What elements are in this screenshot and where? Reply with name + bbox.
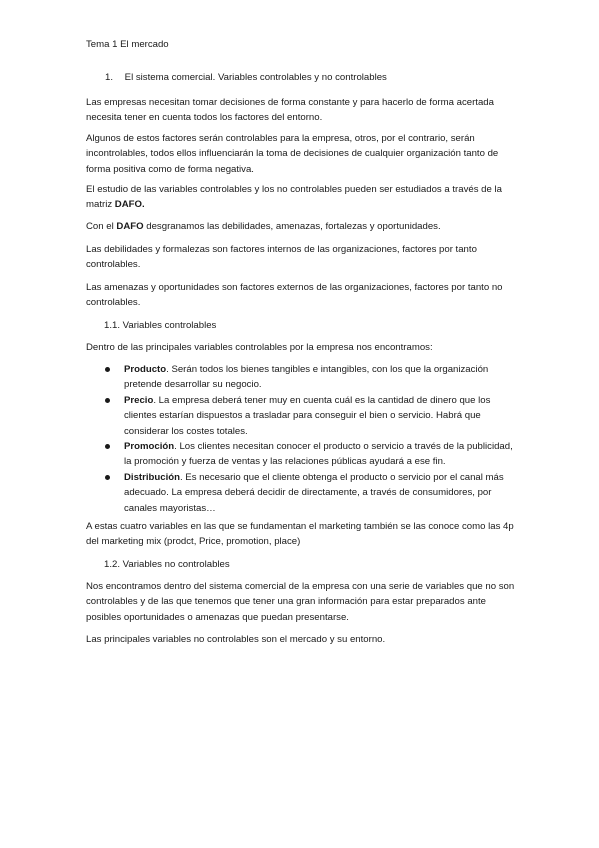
paragraph-uncontrollable: Nos encontramos dentro del sistema comercial de la empresa con una serie de variables que no son controlables y de las que tenemos que tener una gran información para estar preparados ante posibles oportunidades o amenazas que puedan presentarse. bbox=[86, 581, 515, 623]
bullet-icon bbox=[105, 367, 110, 372]
paragraph-controllable-intro: Dentro de las principales variables controlables por la empresa nos encontramos: bbox=[86, 342, 433, 353]
list-item-term: Precio bbox=[124, 394, 154, 406]
paragraph-uncontrollable-main: Las principales variables no controlables son el mercado y su entorno. bbox=[86, 634, 386, 645]
dafo-bold-term: DAFO bbox=[116, 221, 144, 232]
list-item-term: Distribución bbox=[124, 471, 180, 483]
paragraph-dafo-study-text: El estudio de las variables controlables y los no controlables pueden ser estudiados a través de la matriz bbox=[86, 184, 502, 211]
list-item bbox=[86, 439, 516, 470]
list-item-text: . Es necesario que el cliente obtenga el producto o servicio por el canal más adecuado. La empresa deberá decidir de directamente, a través de consumidores, por canales mayoristas… bbox=[124, 471, 504, 514]
paragraph-factors: Algunos de estos factores serán controlables para la empresa, otros, por el contrario, serán incontrolables, todos ellos influenciarán la toma de decisiones de cualquier organización tanto de forma positiva como de forma negativa. bbox=[86, 133, 499, 175]
list-item bbox=[86, 362, 516, 393]
list-item-text: . La empresa deberá tener muy en cuenta cuál es la cantidad de dinero que los clientes estarían dispuestos a trasladar para conseguir el bien o servicio. Habrá que considerar los costes totales. bbox=[124, 394, 491, 437]
document-title: Tema 1 El mercado bbox=[86, 39, 169, 50]
list-item-term: Producto bbox=[124, 364, 167, 375]
list-item bbox=[86, 393, 516, 439]
subsection-heading-uncontrollable: 1.2. Variables no controlables bbox=[104, 559, 230, 570]
paragraph-dafo-study bbox=[86, 182, 516, 213]
section-number: 1. bbox=[105, 72, 114, 83]
bullet-icon bbox=[105, 444, 110, 449]
dafo-bold: DAFO. bbox=[114, 199, 145, 211]
list-item-term: Promoción bbox=[124, 441, 175, 453]
section-heading bbox=[105, 70, 535, 85]
controllable-variables-list bbox=[86, 362, 516, 516]
paragraph-dafo-pre: Con el bbox=[86, 221, 117, 232]
bullet-icon bbox=[105, 475, 110, 480]
list-item-text: . Los clientes necesitan conocer el producto o servicio a través de la publicidad, la promoción y fuerza de ventas y las relaciones públicas ayudará a ese fin. bbox=[124, 441, 513, 468]
paragraph-4p: A estas cuatro variables en las que se fundamentan el marketing también se las conoce como las 4p del marketing mix (prodct, Price, promotion, place) bbox=[86, 521, 514, 548]
section-title: El sistema comercial. Variables controlables y no controlables bbox=[124, 72, 387, 83]
bullet-icon bbox=[105, 398, 110, 403]
paragraph-external: Las amenazas y oportunidades son factores externos de las organizaciones, factores por tanto no controlables. bbox=[86, 282, 503, 309]
list-item bbox=[86, 470, 516, 516]
paragraph-dafo-post: desgranamos las debilidades, amenazas, fortalezas y oportunidades. bbox=[143, 221, 441, 232]
list-item-text: . Serán todos los bienes tangibles e intangibles, con los que la organización pretende desarrollar su negocio. bbox=[124, 364, 489, 391]
paragraph-internal: Las debilidades y formalezas son factores internos de las organizaciones, factores por tanto controlables. bbox=[86, 244, 477, 271]
paragraph-dafo bbox=[86, 219, 516, 234]
subsection-heading-controllable: 1.1. Variables controlables bbox=[104, 320, 217, 331]
paragraph-intro: Las empresas necesitan tomar decisiones de forma constante y para hacerlo de forma acertada necesita tener en cuenta todos los factores del entorno. bbox=[86, 97, 494, 124]
